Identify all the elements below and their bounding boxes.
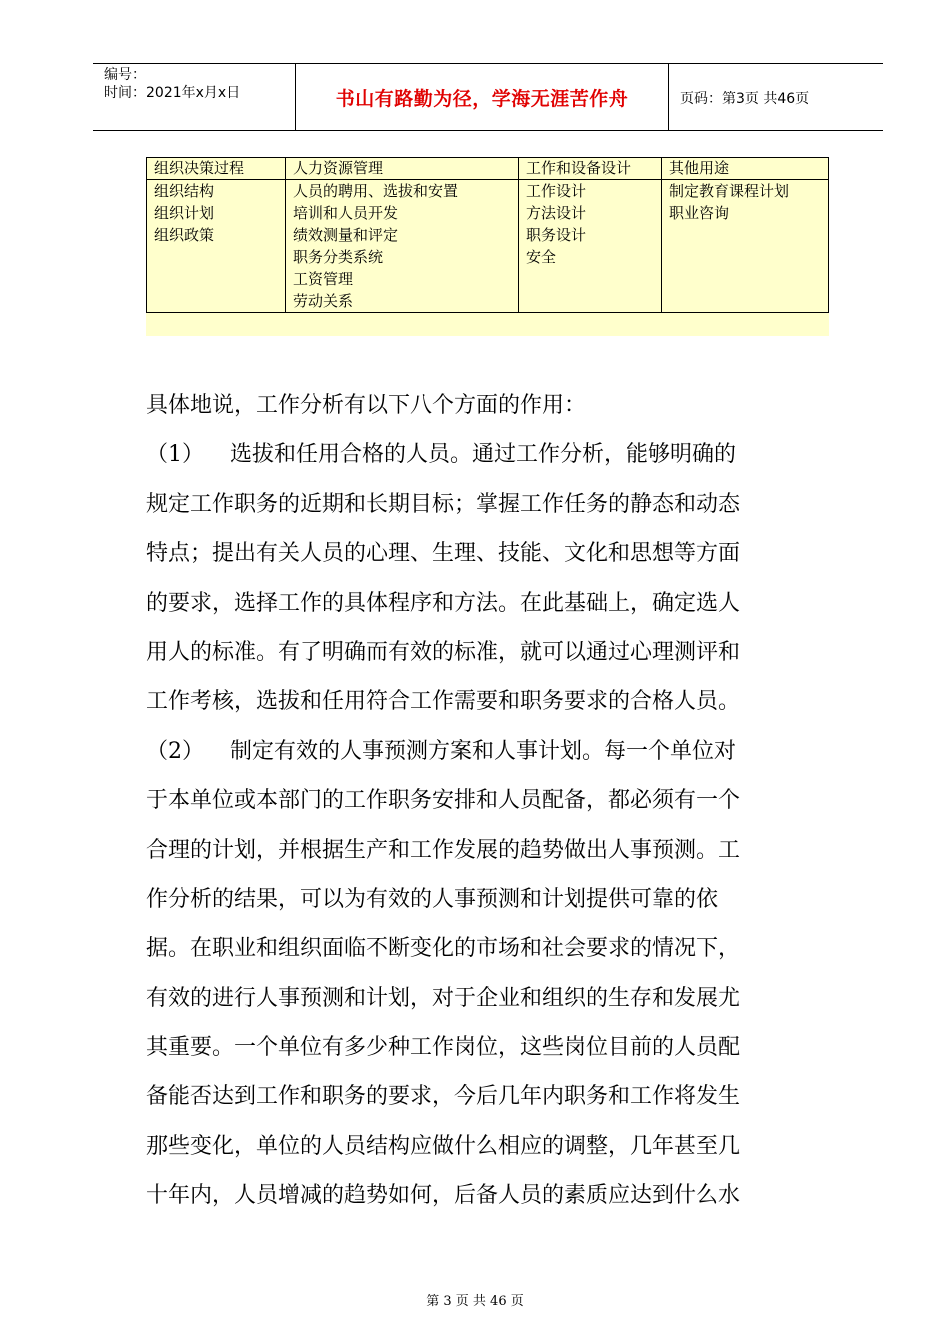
body-line: 据。在职业和组织面临不断变化的市场和社会要求的情况下， xyxy=(146,936,741,962)
item-marker: （2） xyxy=(146,738,204,764)
table-header-cell: 人力资源管理 xyxy=(286,158,519,180)
table-cell-item: 劳动关系 xyxy=(293,292,354,310)
document-number-label: 编号： xyxy=(104,67,146,83)
body-line: 特点；提出有关人员的心理、生理、技能、文化和思想等方面 xyxy=(146,541,741,567)
body-line: 的要求，选择工作的具体程序和方法。在此基础上，确定选人 xyxy=(146,590,741,616)
table-cell-item: 组织计划 xyxy=(154,204,215,222)
table-cell-item: 培训和人员开发 xyxy=(293,204,399,222)
table-header-cell: 组织决策过程 xyxy=(147,158,286,180)
table-cell xyxy=(286,180,519,313)
header-meta xyxy=(104,66,240,102)
body-line-text: 制定有效的人事预测方案和人事计划。每一个单位对 xyxy=(230,738,737,764)
table-cell xyxy=(662,180,829,313)
body-line: 作分析的结果，可以为有效的人事预测和计划提供可靠的依 xyxy=(146,886,719,912)
numbered-line xyxy=(146,430,832,479)
header-page-label: 页码：第3页 共46页 xyxy=(680,91,810,107)
table-cell-item: 组织政策 xyxy=(154,226,215,244)
table-cell xyxy=(147,180,286,313)
table-cell-item: 方法设计 xyxy=(526,204,587,222)
table-cell-item: 职业咨询 xyxy=(669,204,730,222)
body-line: 十年内，人员增减的趋势如何，后备人员的素质应达到什么水 xyxy=(146,1183,741,1209)
table-cell xyxy=(519,180,662,313)
item-marker: （1） xyxy=(146,442,204,468)
header-motto: 书山有路勤为径，学海无涯苦作舟 xyxy=(335,88,629,110)
table-cell-item: 安全 xyxy=(526,248,557,266)
table-cell-item: 职务设计 xyxy=(526,226,587,244)
body-line: 工作考核，选拔和任用符合工作需要和职务要求的合格人员。 xyxy=(146,689,741,715)
body-line: 于本单位或本部门的工作职务安排和人员配备，都必须有一个 xyxy=(146,788,741,814)
document-time-label: 时间：2021年x月x日 xyxy=(104,85,241,101)
body-line-text: 选拔和任用合格的人员。通过工作分析，能够明确的 xyxy=(230,442,737,468)
page-footer: 第 3 页 共 46 页 xyxy=(426,1294,524,1309)
body-line: 其重要。一个单位有多少种工作岗位，这些岗位目前的人员配 xyxy=(146,1035,741,1061)
body-line: 合理的计划，并根据生产和工作发展的趋势做出人事预测。工 xyxy=(146,837,741,863)
table-cell-item: 绩效测量和评定 xyxy=(293,226,399,244)
table-cell-item: 组织结构 xyxy=(154,182,215,200)
body-line: 有效的进行人事预测和计划，对于企业和组织的生存和发展尤 xyxy=(146,985,741,1011)
body-line: 那些变化，单位的人员结构应做什么相应的调整，几年甚至几 xyxy=(146,1133,741,1159)
table-header-row xyxy=(147,158,829,180)
body-text xyxy=(146,381,832,1221)
table-header-cell: 其他用途 xyxy=(662,158,829,180)
table-cell-item: 职务分类系统 xyxy=(293,248,384,266)
table-cell-item: 工资管理 xyxy=(293,270,354,288)
body-line: 规定工作职务的近期和长期目标；掌握工作任务的静态和动态 xyxy=(146,491,741,517)
header-bottom-rule xyxy=(93,130,883,131)
table-header-cell: 工作和设备设计 xyxy=(519,158,662,180)
table-cell-item: 人员的聘用、选拔和安置 xyxy=(293,182,459,200)
body-line: 用人的标准。有了明确而有效的标准，就可以通过心理测评和 xyxy=(146,639,741,665)
body-line: 备能否达到工作和职务的要求，今后几年内职务和工作将发生 xyxy=(146,1084,741,1110)
table-cell-item: 工作设计 xyxy=(526,182,587,200)
header-top-rule xyxy=(93,63,883,64)
body-line: 具体地说，工作分析有以下八个方面的作用： xyxy=(146,393,587,418)
header-divider-right xyxy=(668,63,669,130)
table-row xyxy=(147,180,829,313)
numbered-line xyxy=(146,727,832,776)
table-cell-item: 制定教育课程计划 xyxy=(669,182,790,200)
job-analysis-uses-table xyxy=(146,157,829,313)
